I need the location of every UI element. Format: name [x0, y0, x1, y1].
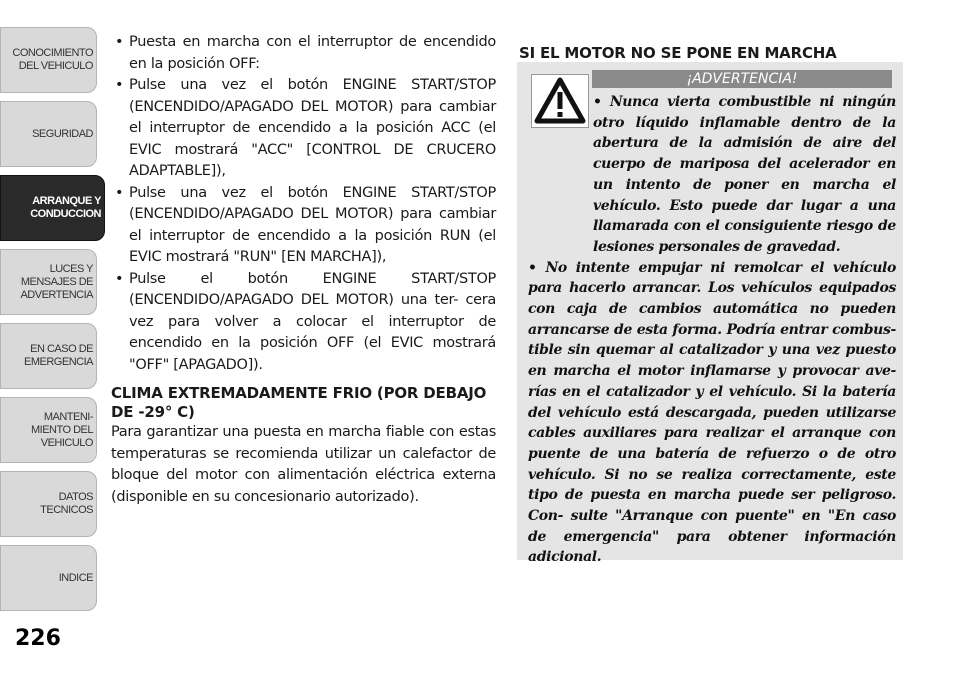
warning-text — [528, 92, 896, 568]
list-item — [111, 183, 496, 269]
tab-luces-y-mensajes[interactable]: LUCES Y MENSAJES DE ADVERTENCIA — [0, 249, 97, 315]
left-column — [111, 32, 496, 508]
list-item-text: • Pulse el botón ENGINE START/STOP (ENCENDIDO/APAGADO DEL MOTOR) una ter- cera vez para volver a colocar el interruptor de encendido en la posición OFF (el EVIC mostrará "OFF" [APAGADO]). — [129, 270, 496, 373]
warning-box — [517, 62, 903, 566]
section-heading-engine-fails: SI EL MOTOR NO SE PONE EN MARCHA — [519, 44, 837, 63]
warning-paragraph: • No intente empujar ni remolcar el vehículo para hacerlo arrancar. Los vehículos equipados con caja de cambios automática no pueden arrancarse de esta forma. Podría entrar combus- tible sin quemar al catalizador y una vez puesto en marcha el motor inflamarse y provocar ave- rías en el catalizador y el vehículo. Si la batería del vehículo está descargada, pueden utilizarse cables auxiliares para realizar el arranque con puente de una batería de refuerzo o de otro vehículo. Si no se realiza correctamente, este tipo de puesta en marcha puede ser peligroso. Con- sulte "Arranque con puente" en "En caso de emergencia" para obtener información adicional. — [528, 259, 896, 566]
tab-mantenimiento[interactable]: MANTENI- MIENTO DEL VEHICULO — [0, 397, 97, 463]
list-item — [111, 32, 496, 75]
chapter-tabs — [0, 27, 101, 619]
tab-seguridad[interactable]: SEGURIDAD — [0, 101, 97, 167]
list-item-text: • Pulse una vez el botón ENGINE START/STOP (ENCENDIDO/APAGADO DEL MOTOR) para cambiar el interruptor de encendido a la posición ACC (el EVIC mostrará "ACC" [CONTROL DE CRUCERO ADAPTABLE]), — [129, 77, 496, 179]
page-number: 226 — [15, 626, 61, 651]
tab-conocimiento-del-vehiculo[interactable]: CONOCIMIENTO DEL VEHICULO — [0, 27, 97, 93]
cold-weather-paragraph: Para garantizar una puesta en marcha fiable con estas temperaturas se recomienda utilizar un calefactor de bloque del motor con alimentación eléctrica externa (disponible en su concesionario autorizado). — [111, 424, 496, 505]
tab-arranque-y-conduccion[interactable]: ARRANQUE Y CONDUCCION — [0, 175, 105, 241]
list-item — [111, 75, 496, 183]
warning-title: ¡ADVERTENCIA! — [592, 70, 892, 88]
list-item — [111, 269, 496, 377]
start-steps-list — [111, 32, 496, 376]
section-heading-cold-weather: CLIMA EXTREMADAMENTE FRIO (POR DEBAJO DE -29° C) — [111, 384, 487, 421]
tab-datos-tecnicos[interactable]: DATOS TECNICOS — [0, 471, 97, 537]
list-item-text: • Pulse una vez el botón ENGINE START/STOP (ENCENDIDO/APAGADO DEL MOTOR) para cambiar el interruptor de encendido a la posición RUN (el EVIC mostrará "RUN" [EN MARCHA]), — [129, 184, 496, 265]
tab-indice[interactable]: INDICE — [0, 545, 97, 611]
tab-en-caso-de-emergencia[interactable]: EN CASO DE EMERGENCIA — [0, 323, 97, 389]
warning-paragraph: • Nunca vierta combustible ni ningún otro líquido inflamable dentro de la abertura de la admisión de aire del cuerpo de mariposa del acelerador en un intento de poner en marcha el vehículo. Esto puede dar lugar a una llamarada con el consiguiente riesgo de lesiones personales de gravedad. — [593, 94, 896, 255]
list-item-text: • Puesta en marcha con el interruptor de encendido en la posición OFF: — [129, 34, 496, 72]
